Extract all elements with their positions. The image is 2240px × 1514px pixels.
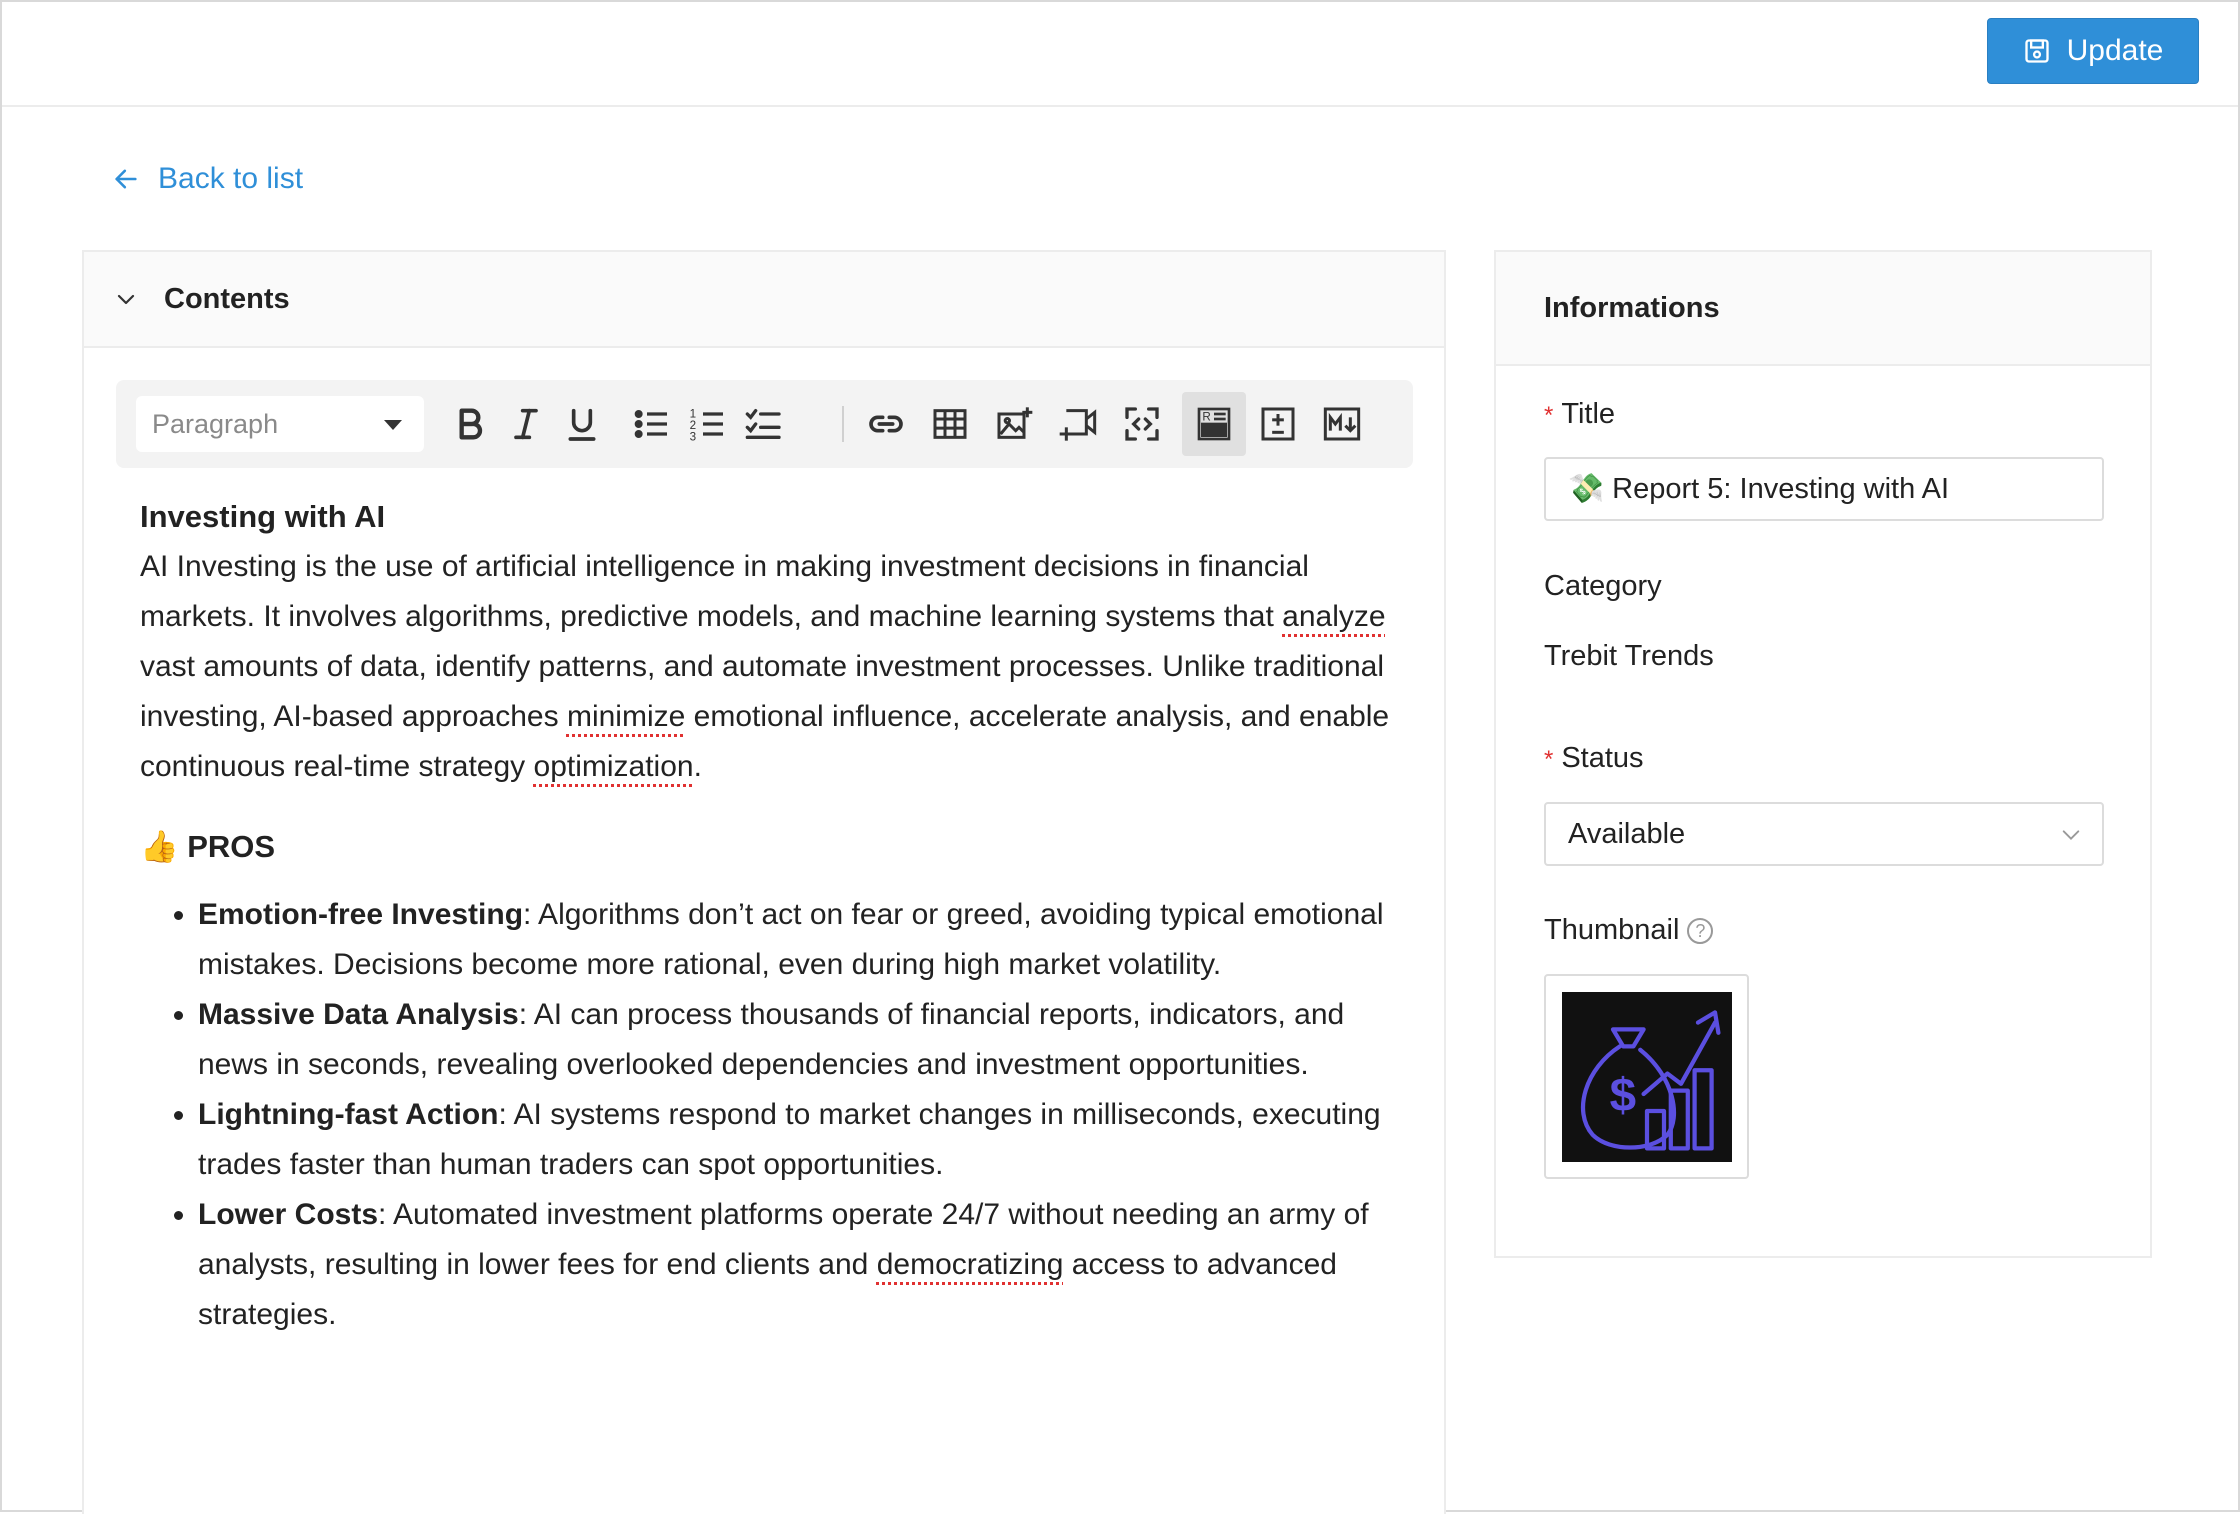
plus-minus-button[interactable] (1250, 396, 1306, 452)
svg-text:3: 3 (689, 430, 697, 444)
markdown-icon (1322, 404, 1362, 444)
block-image-icon (1194, 404, 1234, 444)
title-input[interactable]: 💸 Report 5: Investing with AI (1544, 457, 2104, 521)
chevron-down-icon[interactable] (114, 287, 138, 311)
contents-title: Contents (164, 282, 290, 315)
category-label: Category (1544, 570, 1662, 602)
todo-list-icon (744, 404, 784, 444)
insert-image-button[interactable] (986, 396, 1042, 452)
back-to-list-label: Back to list (158, 162, 304, 195)
markdown-button[interactable] (1314, 396, 1370, 452)
status-select-value: Available (1568, 817, 1686, 850)
list-item: • Lower Costs: Automated investment platforms operate 24/7 without needing an army of analysts, resulting in lower fees for end clients and democratizing access to advanced strategies. (198, 1190, 1390, 1340)
required-marker: * (1544, 402, 1554, 429)
save-icon (2023, 37, 2051, 65)
contents-panel (82, 250, 1446, 1514)
link-icon (866, 404, 906, 444)
informations-title: Informations (1496, 252, 2150, 366)
money-growth-icon (1562, 992, 1732, 1162)
toolbar-divider (842, 406, 844, 442)
informations-panel (1494, 250, 2152, 1258)
todo-list-button[interactable] (736, 396, 792, 452)
table-button[interactable] (922, 396, 978, 452)
svg-text:$: $ (1609, 1069, 1637, 1122)
update-button[interactable] (1987, 18, 2199, 84)
source-icon (1122, 404, 1162, 444)
misspelled-word[interactable]: analyze (1282, 600, 1386, 633)
bulleted-list-button[interactable] (624, 396, 680, 452)
title-label: * Title (1544, 398, 1616, 430)
top-bar (2, 2, 2238, 107)
italic-icon (506, 404, 546, 444)
underline-button[interactable] (554, 396, 610, 452)
source-editing-button[interactable] (1114, 396, 1170, 452)
thumbnail-label: Thumbnail ? (1544, 914, 1713, 947)
underline-icon (562, 404, 602, 444)
numbered-list-icon (688, 404, 728, 444)
video-icon (1058, 404, 1098, 444)
contents-panel-header[interactable] (84, 252, 1444, 348)
paragraph-format-value: Paragraph (152, 408, 279, 439)
arrow-left-icon (112, 165, 140, 193)
status-label: * Status (1544, 742, 1644, 774)
thumbs-up-icon: 👍 (140, 829, 179, 864)
content-intro-paragraph: AI Investing is the use of artificial intelligence in making investment decisions in financial markets. It involves algorithms, predictive models, and machine learning systems that analyze vast amounts of data, identify patterns, and automate investment processes. Unlike traditional investing, AI-based approaches minimize emotional influence, accelerate analysis, and enable continuous real-time strategy optimization. (140, 550, 1390, 783)
misspelled-word[interactable]: optimization (533, 750, 694, 783)
list-item: • Lightning-fast Action: AI systems respond to market changes in milliseconds, executing trades faster than human traders can spot opportunities. (198, 1090, 1390, 1190)
update-button-label: Update (2066, 34, 2164, 67)
plus-minus-icon (1258, 404, 1298, 444)
bold-button[interactable] (442, 396, 498, 452)
status-select[interactable] (1544, 802, 2104, 866)
editor-toolbar (116, 380, 1413, 468)
list-item: • Massive Data Analysis: AI can process thousands of financial reports, indicators, and news in seconds, revealing overlooked dependencies and investment opportunities. (198, 990, 1390, 1090)
pros-list (140, 890, 1390, 1340)
list-item: • Emotion-free Investing: Algorithms don’t act on fear or greed, avoiding typical emotional mistakes. Decisions become more rational, even during high market volatility. (198, 890, 1390, 990)
thumbnail-preview[interactable] (1544, 974, 1749, 1179)
chevron-down-icon (2060, 824, 2082, 846)
block-image-button[interactable] (1182, 392, 1246, 456)
misspelled-word[interactable]: minimize (566, 700, 686, 733)
misspelled-word[interactable]: democratizing (876, 1248, 1064, 1281)
required-marker: * (1544, 746, 1554, 773)
numbered-list-button[interactable] (680, 396, 736, 452)
paragraph-format-select[interactable] (136, 396, 424, 452)
svg-text:R: R (1202, 410, 1211, 424)
category-value: Trebit Trends (1544, 640, 1714, 672)
help-icon[interactable]: ? (1687, 918, 1713, 944)
svg-text:1: 1 (689, 407, 697, 421)
content-heading: Investing with AI (140, 499, 386, 534)
pros-heading: 👍 PROS (140, 829, 276, 864)
bulleted-list-icon (632, 404, 672, 444)
bold-icon (450, 404, 490, 444)
table-icon (930, 404, 970, 444)
caret-down-icon (384, 420, 402, 430)
insert-video-button[interactable] (1050, 396, 1106, 452)
image-icon (994, 404, 1034, 444)
back-to-list-link[interactable] (112, 162, 303, 196)
italic-button[interactable] (498, 396, 554, 452)
rich-text-editor[interactable] (140, 492, 1390, 1340)
link-button[interactable] (858, 396, 914, 452)
svg-text:2: 2 (689, 419, 697, 432)
